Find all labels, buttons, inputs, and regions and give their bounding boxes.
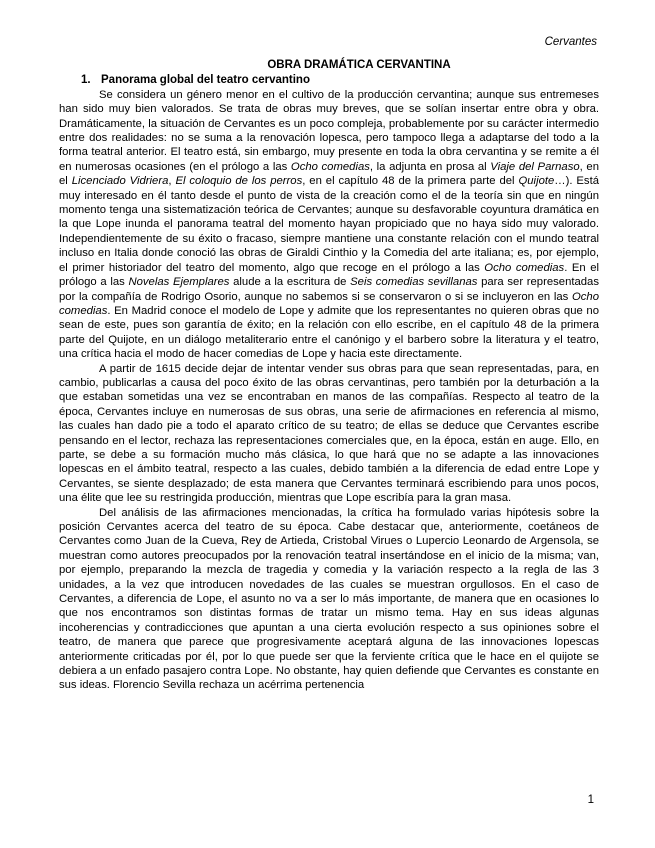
document-body — [59, 58, 599, 693]
paragraph-2: A partir de 1615 decide dejar de intentar vender sus obras para que sean representadas, para, en cambio, publicarlas a causa del poco éxito de las obras cervantinas, pero también por la deturbación a la que estaban sometidas una vez se encontraban en manos de las compañías. Respecto al teatro de la época, Cervantes incluye en numerosas de sus obras, una serie de afirmaciones en referencia al mismo, las cuales han dado pie a todo el aparato crítico de su teatro; de ellas se deduce que Cervantes escribe pensando en el lector, rechaza las representaciones comerciales que, en la época, están en auge. Ello, en parte, se debe a su formación mucho más clásica, lo que hará que no se adapte a las innovaciones lopescas en el ámbito teatral, respecto a las cuales, debido también a la diferencia de edad entre Lope y Cervantes, se siente desplazado; de esta manera que Cervantes terminará escribiendo para unos pocos, una élite que lee su restringida producción, mientras que Lope escribía para la gran masa. — [59, 362, 599, 505]
section-number: 1. — [81, 74, 91, 87]
document-title: OBRA DRAMÁTICA CERVANTINA — [267, 59, 451, 71]
page-number: 1 — [587, 794, 594, 806]
section-title: Panorama global del teatro cervantino — [101, 74, 310, 87]
paragraph-1: Se considera un género menor en el cultivo de la producción cervantina; aunque sus entremeses han sido muy bien valorados. Se trata de obras muy breves, que se solían insertar entre obra y obra. Dramáticamente, la situación de Cervantes es un poco compleja, probablemente por su carácter intermedio entre dos realidades: no se suma a la renovación lopesca, pero tampoco llega a adaptarse del todo a la forma teatral anterior. El teatro está, sin embargo, muy presente en toda la obra cervantina y se remite a él en numerosas ocasiones (en el prólogo a las Ocho comedias, la adjunta en prosa al Viaje del Parnaso, en el Licenciado Vidriera, El coloquio de los perros, en el capítulo 48 de la primera parte del Quijote…). Está muy interesado en él tanto desde el punto de vista de la creación como el de la teoría sin que en ningún momento tenga una sistematización teórica de Cervantes; aunque su desfavorable coyuntura dramática en la que Lope inunda el panorama teatral del momento hayan propiciado que no haya sido muy valorado. Independientemente de su éxito o fracaso, siempre mantiene una constante relación con el mundo teatral incluso en Italia donde conoció las obras de Giraldi Cinthio y la Comedia del arte italiana; es, por ejemplo, el primer historiador del teatro del momento, algo que recoge en el prólogo a las Ocho comedias. En el prólogo a las Novelas Ejemplares alude a la escritura de Seis comedias sevillanas para ser representadas por la compañía de Rodrigo Osorio, aunque no sabemos si se conservaron o si se incluyeron en las Ocho comedias. En Madrid conoce el modelo de Lope y admite que los representantes no quieren obras que no sean de este, pues son garantía de éxito; en la relación con ello escribe, en el capítulo 48 de la primera parte del Quijote, en un diálogo metaliterario entre el canónigo y el barbero sobre la literatura y el teatro, una crítica hacia el modo de hacer comedias de Lope y hacia este directamente. — [59, 88, 599, 361]
section-heading — [81, 73, 599, 87]
paragraph-3: Del análisis de las afirmaciones mencionadas, la crítica ha formulado varias hipótesis sobre la posición Cervantes acerca del teatro de su época. Cabe destacar que, anteriormente, coetáneos de Cervantes como Juan de la Cueva, Rey de Artieda, Cristobal Virues o Lupercio Leonardo de Argensola, se muestran como autores preocupados por la renovación teatral insertándose en el inicio de la misma; van, por ejemplo, preparando la mezcla de tragedia y comedia y la variación respecto a la regla de las 3 unidades, a la vez que introducen novedades de las cuales se muestran orgullosos. En el caso de Cervantes, a diferencia de Lope, el asunto no va a ser lo más importante, de manera que en ocasiones lo que nos encontramos son distintas formas de tratar un mismo tema. Hay en sus ideas algunas incoherencias y contradicciones que apuntan a una cierta evolución respecto a sus opiniones sobre el teatro, de manera que parece que progresivamente aceptará alguna de las innovaciones lopescas anteriormente criticadas por él, por lo que puede ser que la ferviente crítica que le hace en el quijote se debiera a un enfado pasajero contra Lope. No obstante, hay quien defiende que Cervantes es constante en sus ideas. Florencio Sevilla rechaza un acérrima pertenencia — [59, 506, 599, 692]
running-header: Cervantes — [544, 36, 597, 48]
